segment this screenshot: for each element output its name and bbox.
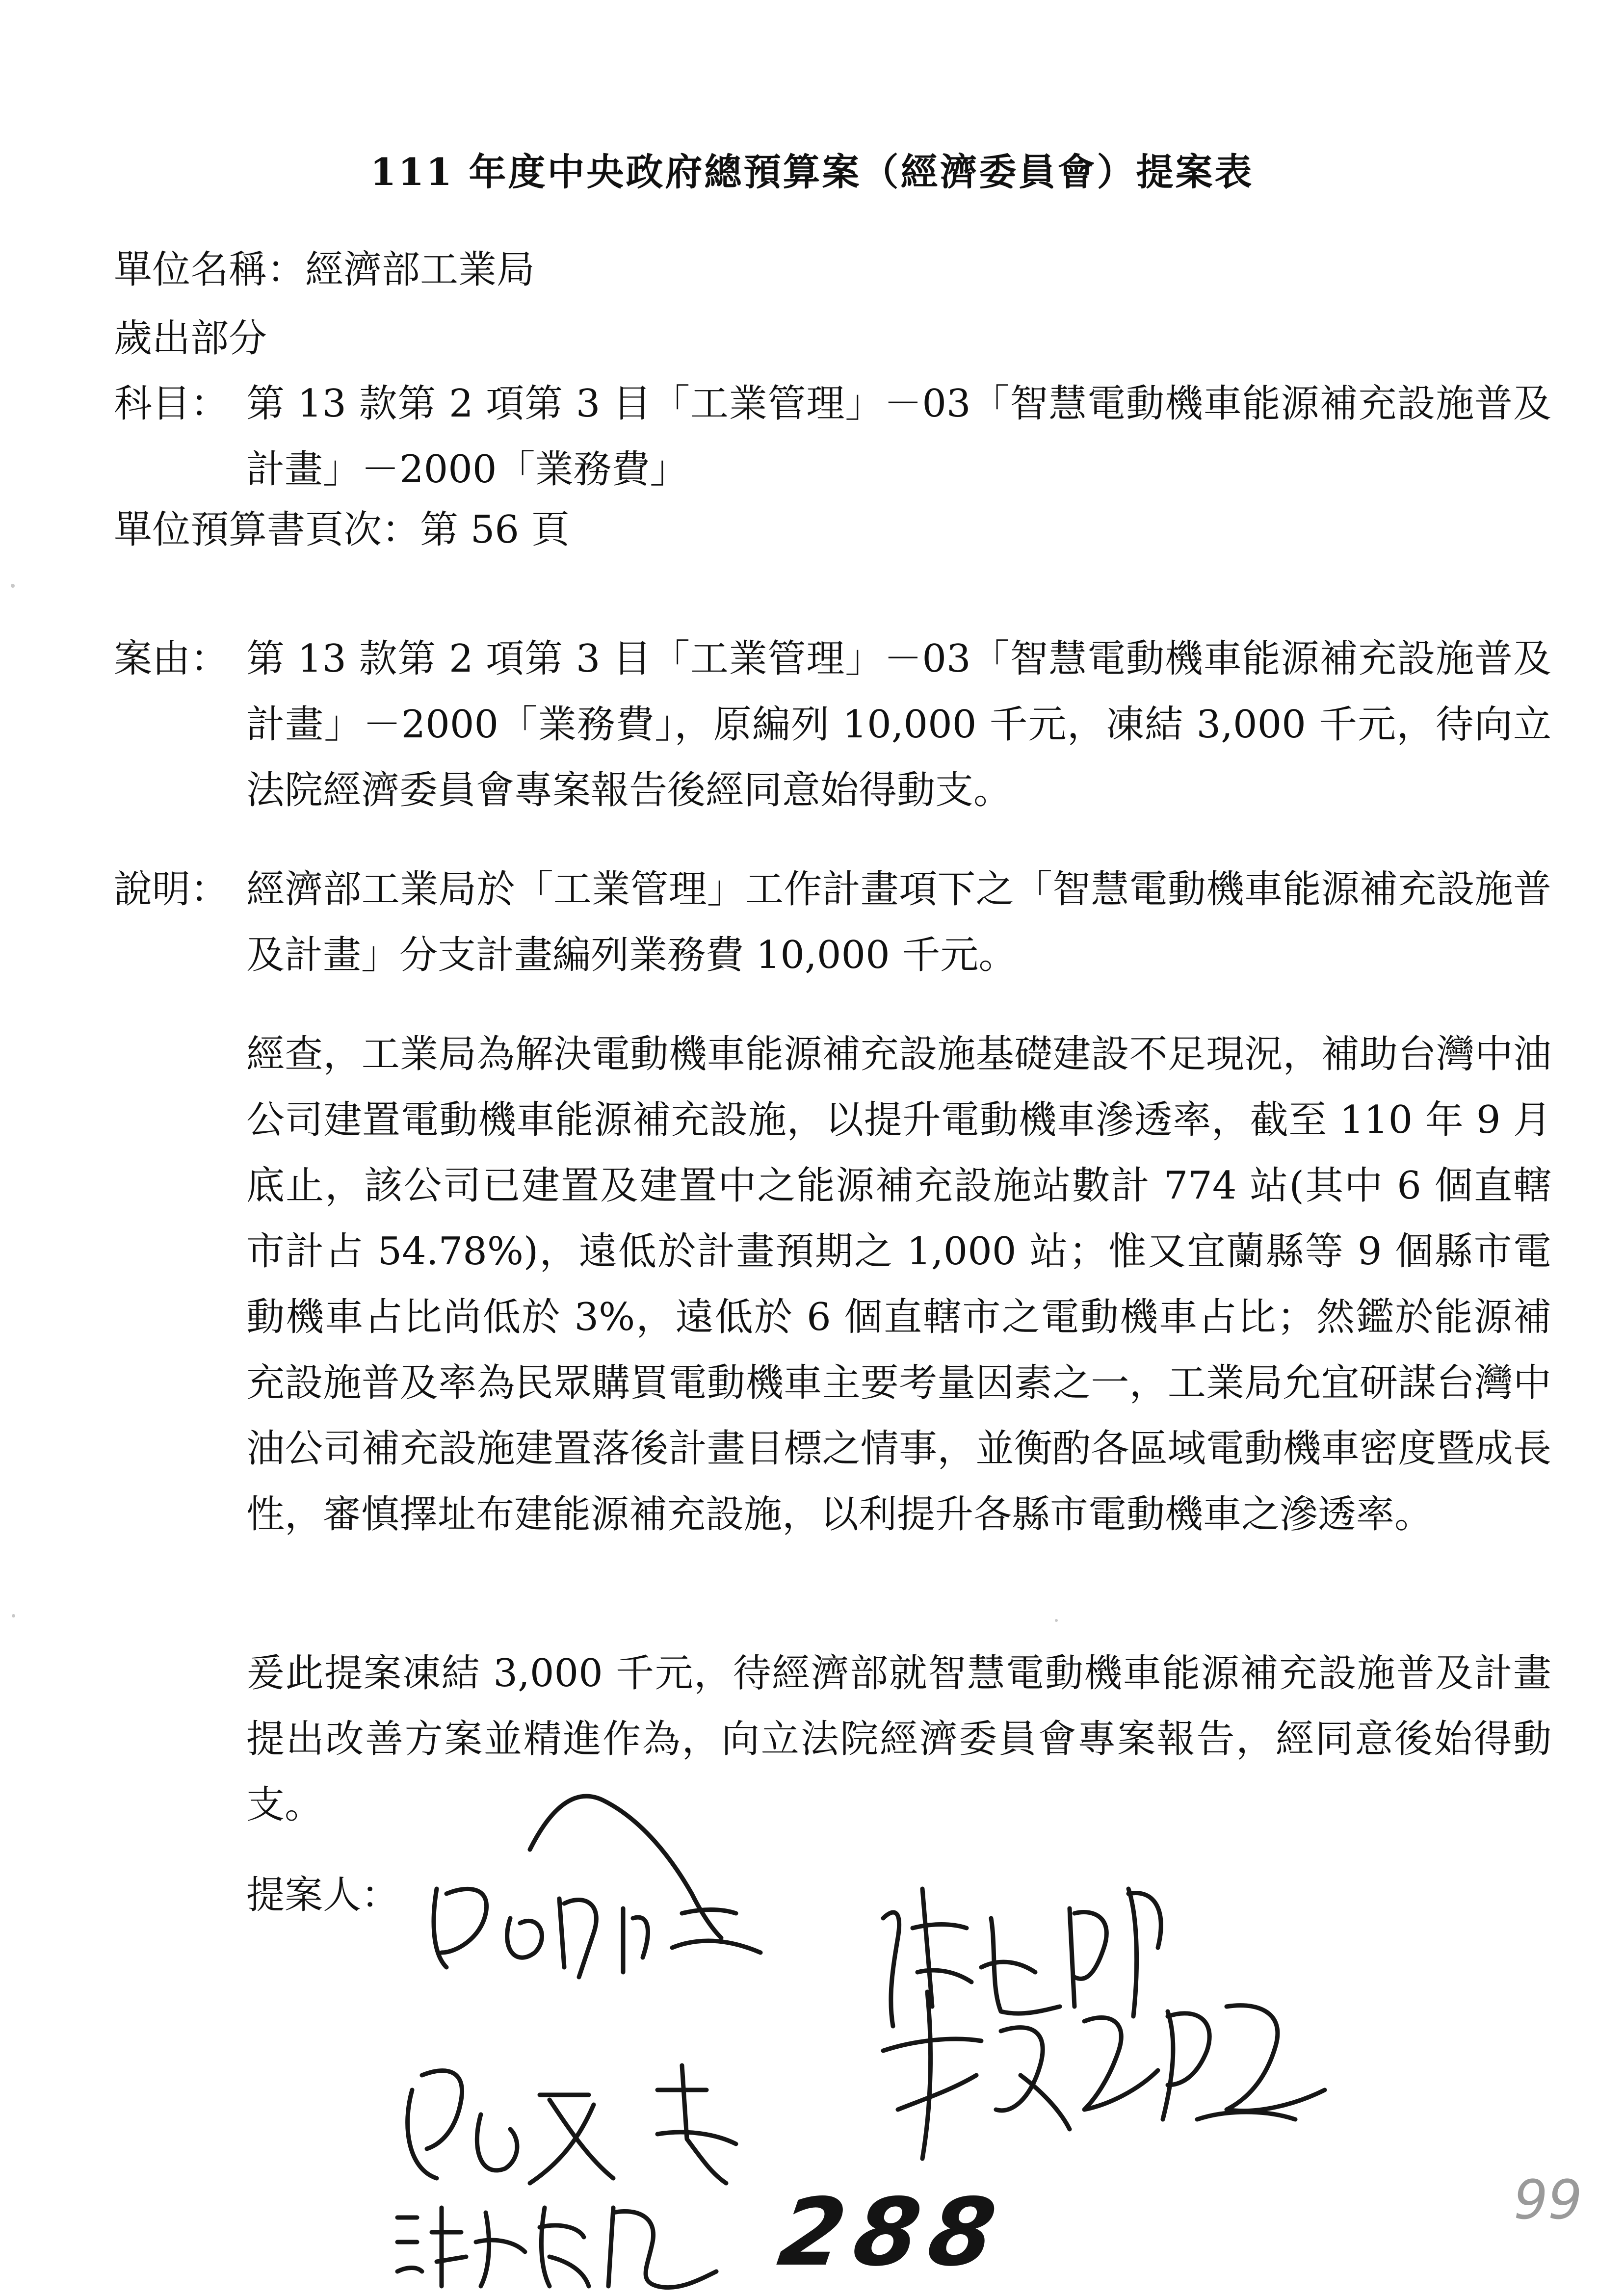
scan-speck [1055, 1619, 1058, 1622]
subject-label: 科目： [114, 382, 229, 426]
handwritten-page-number: 99 [1514, 2168, 1582, 2231]
budget-page-reference: 單位預算書頁次：第 56 頁 [114, 508, 570, 552]
document-title: 111 年度中央政府總預算案（經濟委員會）提案表 [370, 150, 1254, 194]
unit-name: 單位名稱：經濟部工業局 [114, 248, 535, 292]
scan-speck [12, 1614, 15, 1618]
signature-3 [383, 2002, 785, 2208]
proposer-label: 提案人： [246, 1873, 400, 1917]
description-label: 說明： [114, 867, 229, 912]
subject-text: 第 13 款第 2 項第 3 目「工業管理」－03「智慧電動機車能源補充設施普及計畫」－2000「業務費」 [246, 382, 1551, 492]
signature-4 [854, 1962, 1354, 2198]
case-text: 第 13 款第 2 項第 3 目「工業管理」－03「智慧電動機車能源補充設施普及計畫」－2000「業務費」，原編列 10,000 千元，凍結 3,000 千元，待向立法院經濟委員會專案報告後經同意始得動支。 [246, 637, 1551, 812]
investigation-paragraph: 經查，工業局為解決電動機車能源補充設施基礎建設不足現況，補助台灣中油公司建置電動機車能源補充設施，以提升電動機車滲透率，截至 110 年 9 月底止，該公司已建置及建置中之能源補充設施站數計 774 站(其中 6 個直轄市計占 54.78%)，遠低於計畫預期之 1,000 站；惟又宜蘭縣等 9 個縣市電動機車占比尚低於 3%，遠低於 6 個直轄市之電動機車占比；然鑑於能源補充設施普及率為民眾購買電動機車主要考量因素之一，工業局允宜研謀台灣中油公司補充設施建置落後計畫目標之情事，並衡酌各區域電動機車密度暨成長性，審慎擇址布建能源補充設施，以利提升各縣市電動機車之滲透率。 [246, 1032, 1551, 1537]
description-text: 經濟部工業局於「工業管理」工作計畫項下之「智慧電動機車能源補充設施普及計畫」分支計畫編列業務費 10,000 千元。 [246, 867, 1551, 977]
description-block [114, 857, 1551, 988]
proposal-paragraph: 爰此提案凍結 3,000 千元，待經濟部就智慧電動機車能源補充設施普及計畫提出改善方案並精進作為，向立法院經濟委員會專案報告，經同意後始得動支。 [246, 1651, 1551, 1827]
scan-speck [11, 584, 15, 588]
signature-1 [417, 1791, 780, 2016]
section-label: 歲出部分 [114, 316, 267, 361]
subject-block [114, 371, 1551, 502]
handwritten-number: 288 [772, 2178, 1012, 2287]
case-label: 案由： [114, 637, 229, 681]
signature-5 [383, 2188, 736, 2296]
case-block [114, 626, 1551, 823]
